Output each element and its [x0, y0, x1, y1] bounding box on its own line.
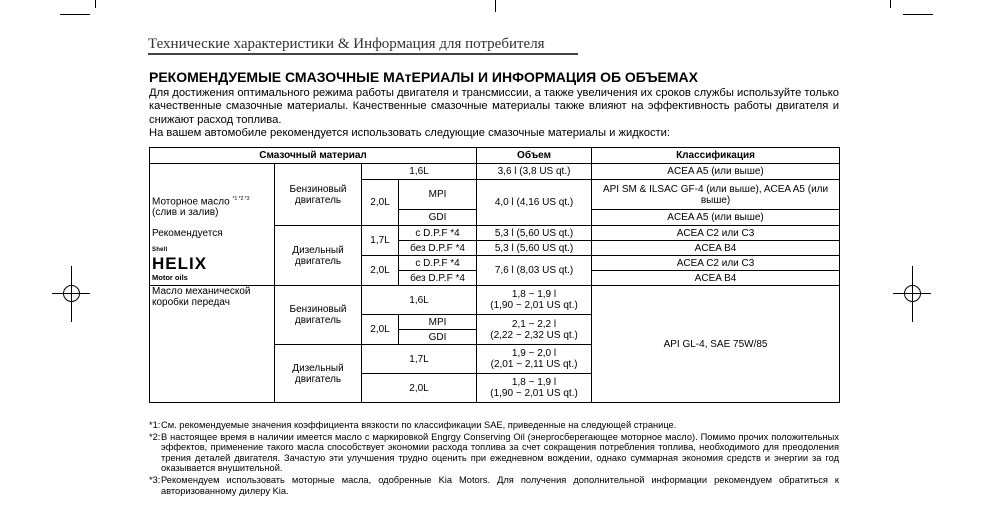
engine-variant: MPI — [399, 315, 477, 330]
engine-oil-cell — [150, 164, 275, 286]
crop-mark — [60, 14, 90, 15]
footnotes — [149, 420, 839, 497]
engine-variant: MPI — [399, 180, 477, 210]
volume-line: 1,9 ~ 2,0 l — [511, 348, 557, 359]
footnote-key: *3: — [149, 474, 161, 485]
footnote-key: *2: — [149, 431, 161, 442]
engine-variant: с D.P.F *4 — [399, 256, 477, 271]
gearbox-oil-label: Масло механической коробки передач — [150, 286, 275, 403]
intro-text — [149, 87, 839, 140]
footnote — [149, 420, 839, 431]
classification-cell: ACEA B4 — [592, 271, 840, 286]
classification-cell: ACEA C2 или C3 — [592, 226, 840, 241]
logo-name: HELIX — [152, 254, 208, 274]
logo-brand: Shell — [152, 247, 168, 254]
engine-size: 1,6L — [362, 286, 477, 315]
engine-oil-label: Моторное масло — [152, 196, 230, 208]
engine-size: 1,7L — [362, 226, 399, 256]
diesel-engine-label: Дизельный двигатель — [275, 345, 362, 403]
crop-mark — [95, 0, 96, 8]
classification-cell: ACEA C2 или C3 — [592, 256, 840, 271]
volume-cell: 4,0 l (4,16 US qt.) — [477, 180, 592, 226]
classification-cell: ACEA B4 — [592, 241, 840, 256]
classification-cell: ACEA A5 (или выше) — [592, 164, 840, 180]
intro-paragraph: На вашем автомобиле рекомендуется использовать следующие смазочные материалы и жидкости: — [149, 126, 671, 139]
engine-variant: GDI — [399, 210, 477, 226]
footnote — [149, 475, 839, 496]
volume-line: (2,22 ~ 2,32 US qt.) — [490, 329, 578, 341]
volume-cell — [477, 345, 592, 374]
engine-size: 2,0L — [362, 256, 399, 286]
volume-line: (1,90 ~ 2,01 US qt.) — [490, 300, 578, 311]
crop-mark — [903, 14, 933, 15]
footnote-text: См. рекомендуемые значения коэффициента вязкости по классификации SAE, приведенные на следующей странице. — [161, 420, 677, 430]
footnote-refs: *1 *2 *3 — [232, 196, 250, 202]
running-header: Технические характеристики & Информация для потребителя — [148, 36, 545, 52]
volume-cell: 5,3 l (5,60 US qt.) — [477, 226, 592, 241]
engine-variant: с D.P.F *4 — [399, 226, 477, 241]
petrol-engine-label: Бензиновый двигатель — [275, 164, 362, 226]
classification-cell: ACEA A5 (или выше) — [592, 210, 840, 226]
diesel-engine-label: Дизельный двигатель — [275, 226, 362, 286]
footnote-text: Рекомендуем использовать моторные масла, одобренные Kia Motors. Для получения дополнительной информации рекомендуем обратиться к авторизованному дилеру Kia. — [161, 474, 839, 496]
volume-line: 2,1 ~ 2,2 l — [511, 318, 557, 330]
logo-tagline: Motor oils — [152, 273, 188, 283]
volume-cell: 3,6 l (3,8 US qt.) — [477, 164, 592, 180]
recommended-label: Рекомендуется — [152, 228, 223, 240]
header-volume: Объем — [477, 148, 592, 164]
volume-cell: 5,3 l (5,60 US qt.) — [477, 241, 592, 256]
footnote — [149, 432, 839, 474]
registration-mark-circle — [904, 285, 921, 302]
volume-line: (1,90 ~ 2,01 US qt.) — [490, 388, 578, 399]
section-title: РЕКОМЕНДУЕМЫЕ СМАЗОЧНЫЕ МАтЕРИАЛЫ И ИНФОРМАЦИЯ ОБ ОБЪЕМАХ — [149, 69, 698, 85]
engine-size: 1,6L — [362, 164, 477, 180]
engine-variant: без D.P.F *4 — [399, 241, 477, 256]
volume-cell — [477, 286, 592, 315]
petrol-engine-label: Бензиновый двигатель — [275, 286, 362, 345]
gearbox-classification: API GL-4, SAE 75W/85 — [592, 286, 840, 403]
volume-cell — [477, 374, 592, 403]
header-classification: Классификация — [592, 148, 840, 164]
engine-variant: без D.P.F *4 — [399, 271, 477, 286]
engine-size: 2,0L — [362, 374, 477, 403]
footnote-key: *1: — [149, 420, 161, 430]
footnote-text: В настоящее время в наличии имеется масло с маркировкой Engrgy Conserving Oil (энергосберегающее моторное масло). Помимо прочих положительных эффектов, применение такого масла способствует экономии расхода топлива за счет сокращения потребления топлива, необходимого для преодоления трения деталей двигателя. Зачастую эти улучшения трудно оценить при ежедневном вождении, однако суммарная экономия средств и энергии за год оказывается внушительной. — [161, 431, 839, 474]
engine-size: 1,7L — [362, 345, 477, 374]
volume-line: 1,8 ~ 1,9 l — [511, 377, 557, 388]
volume-cell — [477, 315, 592, 345]
volume-line: (2,01 ~ 2,11 US qt.) — [490, 359, 578, 370]
header-rule — [148, 53, 578, 55]
engine-size: 2,0L — [362, 180, 399, 226]
registration-mark-circle — [63, 285, 80, 302]
lubricants-table — [149, 147, 840, 403]
crop-mark — [890, 0, 891, 8]
engine-size: 2,0L — [362, 315, 399, 345]
intro-paragraph: Для достижения оптимального режима работы двигателя и трансмиссии, а также увеличения их сроков службы используйте только качественные смазочные материалы. Качественные смазочные материалы также влияют на эффективность работы двигателя и снижают расход топлива. — [149, 87, 839, 126]
volume-line: 1,8 ~ 1,9 l — [511, 289, 557, 300]
volume-cell: 7,6 l (8,03 US qt.) — [477, 256, 592, 286]
classification-cell: API SM & ILSAC GF-4 (или выше), ACEA A5 (или выше) — [592, 180, 840, 210]
engine-variant: GDI — [399, 330, 477, 345]
header-lubricant: Смазочный материал — [150, 148, 477, 164]
crop-mark — [495, 0, 496, 12]
shell-helix-logo — [152, 245, 272, 283]
engine-oil-sublabel: (слив и залив) — [152, 207, 219, 219]
